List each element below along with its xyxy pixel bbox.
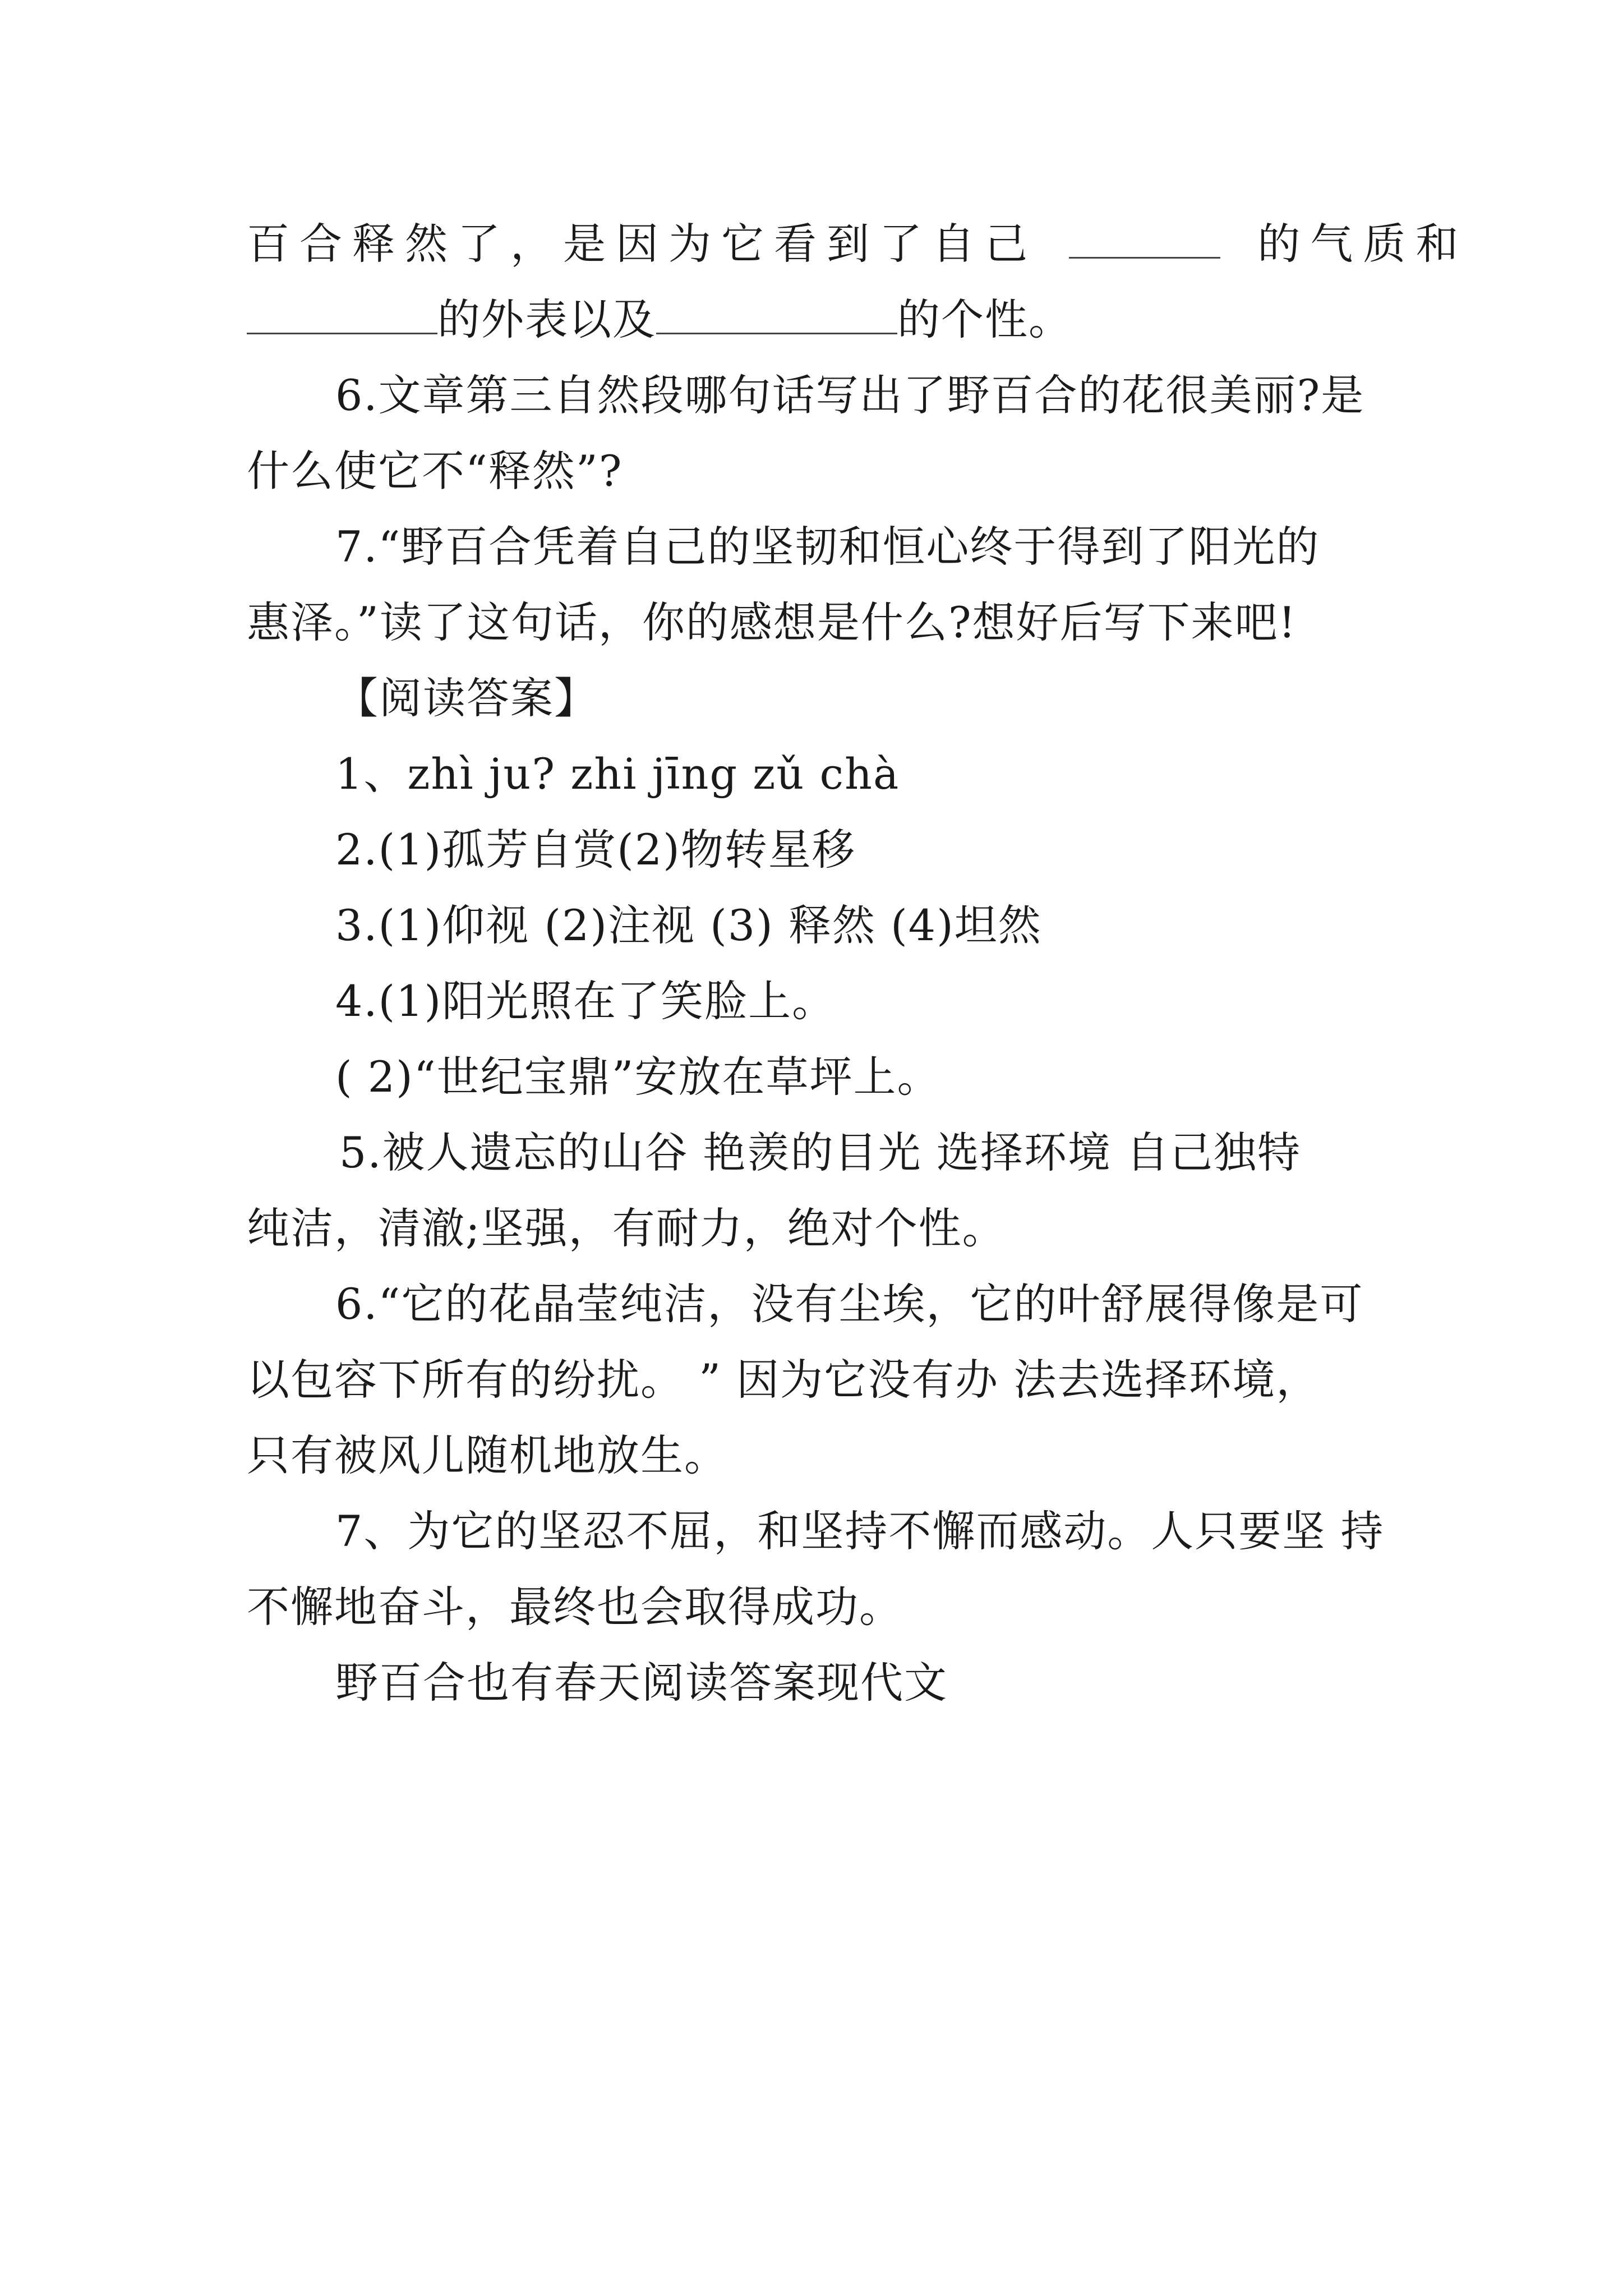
answer-5-line1: 5.被人遗忘的山谷 艳羡的目光 选择环境 自己独特 bbox=[339, 1128, 1301, 1177]
question7-line2: 惠泽。”读了这句话，你的感想是什么?想好后写下来吧! bbox=[247, 597, 1297, 647]
answer-1: 1、zhì ju? zhi jīng zǔ chà bbox=[335, 749, 900, 799]
question7-line1: 7.“野百合凭着自己的坚韧和恒心终于得到了阳光的 bbox=[335, 522, 1320, 572]
question6-line1: 6.文章第三自然段哪句话写出了野百合的花很美丽?是 bbox=[335, 370, 1365, 420]
answer-2: 2.(1)孤芳自赏(2)物转星移 bbox=[335, 825, 856, 875]
question5-text-d: 的个性。 bbox=[897, 295, 1072, 344]
question5-text-c: 的外表以及 bbox=[437, 295, 656, 344]
answer-6-line3: 只有被风儿随机地放生。 bbox=[247, 1430, 728, 1480]
question5-line1 bbox=[247, 216, 1469, 272]
question6-line2: 什么使它不“释然”? bbox=[247, 446, 623, 496]
answers-heading: 【阅读答案】 bbox=[335, 673, 598, 723]
answer-7-line1: 7、为它的坚忍不屈，和坚持不懈而感动。人只要坚 持 bbox=[335, 1506, 1385, 1556]
document-footer-title: 野百合也有春天阅读答案现代文 bbox=[335, 1658, 948, 1708]
answer-4-line2: ( 2)“世纪宝鼎”安放在草坪上。 bbox=[335, 1052, 941, 1102]
answer-3: 3.(1)仰视 (2)注视 (3) 释然 (4)坦然 bbox=[335, 900, 1042, 950]
answer-blank-2 bbox=[247, 298, 437, 334]
question5-text-b: 的气质和 bbox=[1257, 219, 1469, 269]
answer-blank-1 bbox=[1069, 222, 1220, 259]
question5-line2 bbox=[247, 292, 1391, 348]
answer-7-line2: 不懈地奋斗，最终也会取得成功。 bbox=[247, 1582, 903, 1632]
answer-4-line1: 4.(1)阳光照在了笑脸上。 bbox=[335, 976, 836, 1026]
answer-6-line2: 以包容下所有的纷扰。 ” 因为它没有办 法去选择环境， bbox=[247, 1355, 1320, 1405]
answer-blank-3 bbox=[656, 298, 897, 334]
question5-text-a: 百合释然了，是因为它看到了自己 bbox=[247, 219, 1038, 269]
answer-5-line2: 纯洁，清澈;坚强，有耐力，绝对个性。 bbox=[247, 1203, 1006, 1253]
answer-6-line1: 6.“它的花晶莹纯洁，没有尘埃，它的叶舒展得像是可 bbox=[335, 1279, 1364, 1329]
